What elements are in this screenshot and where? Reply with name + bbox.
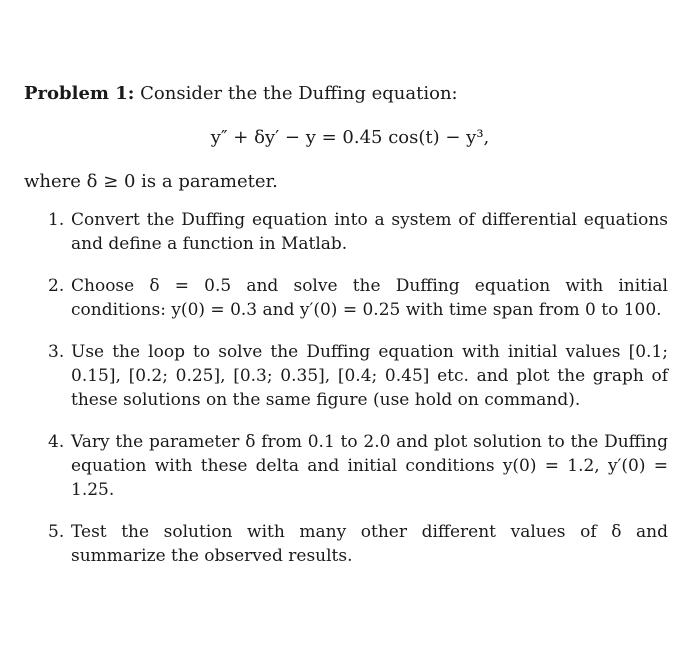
problem-intro: Consider the the Duffing equation: (140, 83, 458, 104)
duffing-equation: y″ + δy′ − y = 0.45 cos(t) − y³, (210, 127, 490, 148)
problem-heading (24, 82, 458, 106)
task-item-5 (48, 520, 668, 568)
task-item-2 (48, 274, 668, 322)
task-item-4 (48, 430, 668, 502)
task-number: 5. (48, 522, 65, 542)
task-number: 4. (48, 432, 65, 452)
parameter-note: where δ ≥ 0 is a parameter. (24, 171, 278, 192)
problem-label: Problem 1: (24, 83, 135, 104)
task-text: Vary the parameter δ from 0.1 to 2.0 and plot solution to the Duffing equation with these delta and initial conditions y(0) = 1.2, y′(0) = 1.25. (71, 432, 668, 500)
task-text: Use the loop to solve the Duffing equation with initial values [0.1; 0.15], [0.2; 0.25], [0.3; 0.35], [0.4; 0.45] etc. and plot the graph of these solutions on the same figure (use hold on command). (71, 342, 668, 410)
task-item-3 (48, 340, 668, 412)
task-number: 3. (48, 342, 65, 362)
task-text: Choose δ = 0.5 and solve the Duffing equation with initial conditions: y(0) = 0.3 and y′(0) = 0.25 with time span from 0 to 100. (71, 276, 668, 320)
task-text: Convert the Duffing equation into a system of differential equations and define a function in Matlab. (71, 210, 668, 254)
task-text: Test the solution with many other different values of δ and summarize the observed results. (71, 522, 668, 566)
task-number: 1. (48, 210, 65, 230)
task-list (48, 208, 668, 586)
task-number: 2. (48, 276, 65, 296)
task-item-1 (48, 208, 668, 256)
